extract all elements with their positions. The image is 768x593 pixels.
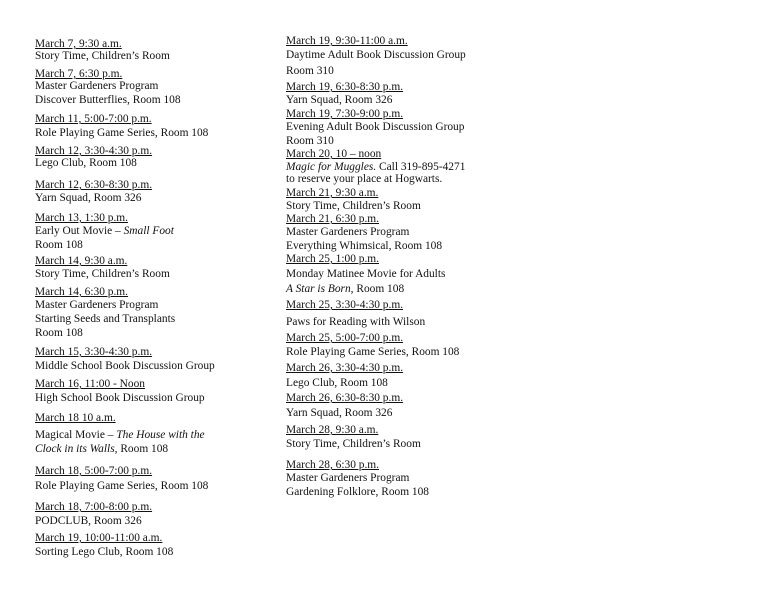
event-date: March 21, 9:30 a.m.: [286, 187, 379, 199]
event-detail: Master Gardeners Program: [35, 299, 159, 311]
event-date: March 28, 9:30 a.m.: [286, 424, 379, 436]
event-detail: Paws for Reading with Wilson: [286, 316, 426, 328]
event-detail: to reserve your place at Hogwarts.: [286, 173, 443, 185]
event-detail: [35, 224, 174, 238]
event-date: March 7, 6:30 p.m.: [35, 68, 123, 80]
event-detail: Room 310: [286, 65, 334, 77]
event-detail: Master Gardeners Program: [286, 472, 410, 484]
event-date: March 25, 1:00 p.m.: [286, 253, 380, 265]
event-date: March 19, 9:30-11:00 a.m.: [286, 35, 408, 47]
event-detail: [286, 282, 404, 296]
event-date: March 25, 5:00-7:00 p.m.: [286, 332, 404, 344]
event-date: March 26, 6:30-8:30 p.m.: [286, 392, 404, 404]
event-date: March 21, 6:30 p.m.: [286, 213, 380, 225]
event-detail: PODCLUB, Room 326: [35, 515, 142, 527]
event-detail: Lego Club, Room 108: [35, 157, 137, 169]
event-detail: Room 108: [35, 239, 83, 251]
event-date: March 26, 3:30-4:30 p.m.: [286, 362, 404, 374]
event-title-italic: Clock in its Walls: [35, 443, 115, 455]
event-date: March 25, 3:30-4:30 p.m.: [286, 299, 404, 311]
event-detail: Sorting Lego Club, Room 108: [35, 546, 174, 558]
event-detail: Lego Club, Room 108: [286, 377, 388, 389]
event-date: March 18 10 a.m.: [35, 412, 116, 424]
event-date: March 14, 6:30 p.m.: [35, 286, 129, 298]
event-date: March 11, 5:00-7:00 p.m.: [35, 113, 152, 125]
event-detail: Yarn Squad, Room 326: [286, 407, 393, 419]
event-detail: Story Time, Children’s Room: [286, 200, 421, 212]
event-title-italic: Small Foot: [123, 225, 174, 237]
event-title-italic: A Star is Born,: [286, 283, 354, 295]
event-detail: Monday Matinee Movie for Adults: [286, 268, 446, 280]
event-detail: Role Playing Game Series, Room 108: [35, 127, 209, 139]
event-detail: Story Time, Children’s Room: [35, 268, 170, 280]
event-detail-text: Magical Movie –: [35, 429, 117, 441]
event-date: March 19, 10:00-11:00 a.m.: [35, 532, 163, 544]
event-detail-text: Room 108: [353, 283, 405, 295]
event-detail: Daytime Adult Book Discussion Group: [286, 49, 466, 61]
event-date: March 13, 1:30 p.m.: [35, 212, 129, 224]
event-detail: Yarn Squad, Room 326: [286, 94, 393, 106]
event-detail: Story Time, Children’s Room: [286, 438, 421, 450]
event-detail: [35, 428, 205, 442]
event-date: March 19, 7:30-9:00 p.m.: [286, 108, 404, 120]
event-date: March 7, 9:30 a.m.: [35, 38, 122, 50]
event-detail-text: Early Out Movie –: [35, 225, 124, 237]
event-date: March 18, 7:00-8:00 p.m.: [35, 501, 153, 513]
event-detail-text: Call 319-895-4271: [376, 161, 466, 173]
event-title-italic: The House with the: [116, 429, 205, 441]
event-detail: Starting Seeds and Transplants: [35, 313, 176, 325]
event-detail: Master Gardeners Program: [35, 80, 159, 92]
event-detail: Yarn Squad, Room 326: [35, 192, 142, 204]
event-detail: Evening Adult Book Discussion Group: [286, 121, 465, 133]
event-detail: Role Playing Game Series, Room 108: [286, 346, 460, 358]
event-detail: Discover Butterflies, Room 108: [35, 94, 181, 106]
event-detail-text: , Room 108: [114, 443, 169, 455]
event-date: March 12, 3:30-4:30 p.m.: [35, 145, 153, 157]
event-detail: Room 310: [286, 135, 334, 147]
event-detail: High School Book Discussion Group: [35, 392, 205, 404]
event-date: March 14, 9:30 a.m.: [35, 255, 128, 267]
event-date: March 19, 6:30-8:30 p.m.: [286, 81, 404, 93]
event-detail: [35, 442, 168, 456]
event-date: March 18, 5:00-7:00 p.m.: [35, 465, 153, 477]
event-detail: Room 108: [35, 327, 83, 339]
event-detail: Gardening Folklore, Room 108: [286, 486, 430, 498]
event-date: March 20, 10 – noon: [286, 148, 382, 160]
event-detail: Master Gardeners Program: [286, 226, 410, 238]
event-date: March 12, 6:30-8:30 p.m.: [35, 179, 153, 191]
event-detail: Role Playing Game Series, Room 108: [35, 480, 209, 492]
event-detail: Middle School Book Discussion Group: [35, 360, 215, 372]
event-date: March 15, 3:30-4:30 p.m.: [35, 346, 153, 358]
event-detail: Story Time, Children’s Room: [35, 50, 170, 62]
event-title-italic: Magic for Muggles.: [286, 161, 377, 173]
event-date: March 16, 11:00 - Noon: [35, 378, 145, 390]
event-detail: Everything Whimsical, Room 108: [286, 240, 443, 252]
event-date: March 28, 6:30 p.m.: [286, 459, 380, 471]
